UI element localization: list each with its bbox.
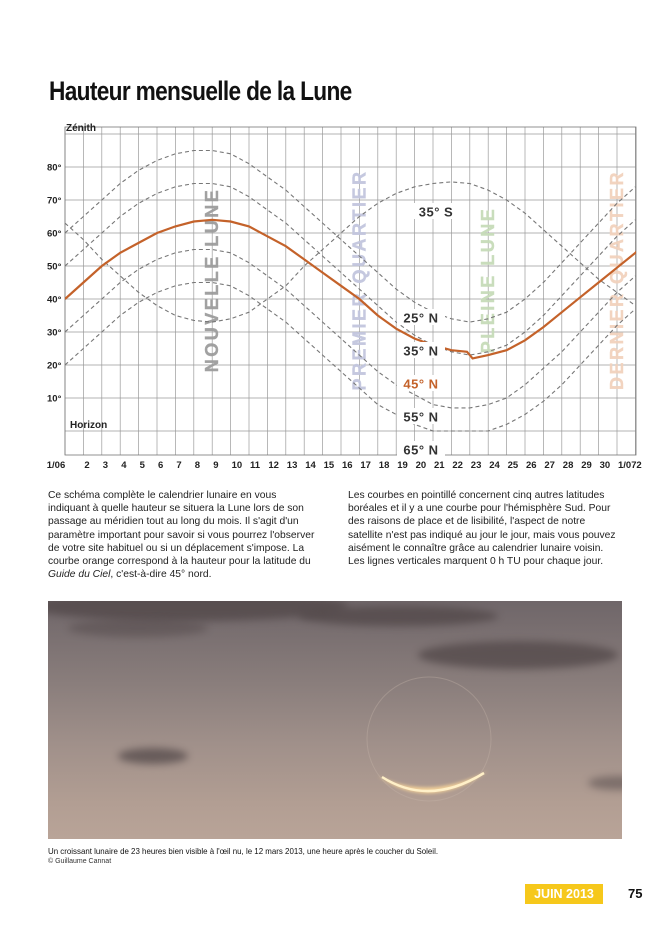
crescent-moon xyxy=(48,601,622,839)
x-tick-label: 29 xyxy=(581,460,592,471)
y-tick-label: 40° xyxy=(47,294,62,306)
crescent-moon-photo xyxy=(48,601,622,839)
x-tick-label: 16 xyxy=(342,460,353,471)
moon-height-chart xyxy=(0,120,669,480)
moon-phase-label: PREMIER QUARTIER xyxy=(349,169,370,391)
x-tick-label: 12 xyxy=(268,460,279,471)
x-tick-label: 20 xyxy=(415,460,427,471)
latitude-label: 55° N xyxy=(403,409,439,425)
latitude-label: 25° N xyxy=(403,310,439,326)
x-tick-label: 30 xyxy=(599,460,611,471)
latitude-label: 65° N xyxy=(403,442,439,458)
y-tick-label: 10° xyxy=(47,393,62,405)
page-number: 75 xyxy=(628,886,643,901)
x-tick-label: 1/06 xyxy=(46,460,66,471)
x-tick-label: 11 xyxy=(250,460,261,471)
horizon-label: Horizon xyxy=(70,420,108,431)
x-tick-label: 28 xyxy=(562,460,574,471)
intro-paragraph xyxy=(48,489,318,581)
text-column-2 xyxy=(348,489,618,568)
y-tick-label: 80° xyxy=(47,162,62,174)
latitude-label: 35° S xyxy=(418,204,454,220)
guide-title: Guide du Ciel xyxy=(48,569,111,581)
x-tick-label: 25 xyxy=(507,460,519,471)
latitude-label: 45° N xyxy=(403,376,439,392)
x-tick-label: 27 xyxy=(544,460,555,471)
moon-phase-label: NOUVELLE LUNE xyxy=(202,187,223,373)
page-title: Hauteur mensuelle de la Lune xyxy=(49,76,352,106)
text-column-1 xyxy=(48,489,318,581)
x-tick-label: 1/07 xyxy=(618,460,637,471)
explanation-paragraph: Les courbes en pointillé concernent cinq autres latitudes boréales et il y a une courbe pour l'hémisphère Sud. Pour des raisons de place et de lisibilité, l'aspect de notre satellite n'est pas indiqué au jour le jour, mais vous pouvez aisément le connaître grâce au calendrier lunaire voisin. Les lignes verticales marquent 0 h TU pour chaque jour. xyxy=(348,490,616,568)
x-tick-label: 2 xyxy=(636,460,642,471)
photo-credit: © Guillaume Cannat xyxy=(48,858,112,865)
footer-month-badge: JUIN 2013 xyxy=(525,884,603,904)
x-tick-label: 9 xyxy=(213,460,219,471)
x-tick-label: 21 xyxy=(434,460,445,471)
moon-phase-label: DERNIER QUARTIER xyxy=(607,169,627,391)
x-tick-label: 8 xyxy=(194,460,201,471)
x-tick-label: 10 xyxy=(231,460,243,471)
y-tick-label: 20° xyxy=(47,360,62,372)
x-tick-label: 5 xyxy=(139,460,145,471)
x-tick-label: 14 xyxy=(305,460,316,471)
y-tick-label: 60° xyxy=(47,228,62,240)
latitude-label: 35° N xyxy=(403,343,439,359)
moon-phase-label: PLEINE LUNE xyxy=(478,206,499,354)
x-tick-label: 13 xyxy=(286,460,298,471)
x-tick-label: 24 xyxy=(489,460,500,471)
x-tick-label: 17 xyxy=(360,460,371,471)
y-tick-label: 30° xyxy=(47,327,62,339)
x-tick-label: 4 xyxy=(121,460,127,471)
x-tick-label: 18 xyxy=(378,460,390,471)
y-tick-label: 50° xyxy=(47,261,62,273)
x-tick-label: 15 xyxy=(323,460,335,471)
zenith-label: Zénith xyxy=(66,123,96,134)
y-tick-label: 70° xyxy=(47,195,62,207)
x-tick-label: 3 xyxy=(102,460,109,471)
x-tick-label: 19 xyxy=(397,460,408,471)
x-tick-label: 2 xyxy=(84,460,90,471)
x-tick-label: 7 xyxy=(176,460,182,471)
x-tick-label: 22 xyxy=(452,460,463,471)
x-tick-label: 23 xyxy=(470,460,482,471)
x-tick-label: 26 xyxy=(526,460,537,471)
intro-text: Ce schéma complète le calendrier lunaire en vous indiquant à quelle hauteur se situera la Lune lors de son passage au méridien tout au long du mois. Il s'agit d'un paramètre important pour savoir si vous pourrez l'observer de votre site habituel ou si un déplacement s'impose. La courbe orange correspond à la hauteur pour la latitude du xyxy=(48,490,315,568)
x-tick-label: 6 xyxy=(158,460,164,471)
photo-caption: Un croissant lunaire de 23 heures bien visible à l'œil nu, le 12 mars 2013, une heure après le coucher du Soleil. xyxy=(48,846,439,856)
intro-text-end: , c'est-à-dire 45° nord. xyxy=(110,569,212,581)
